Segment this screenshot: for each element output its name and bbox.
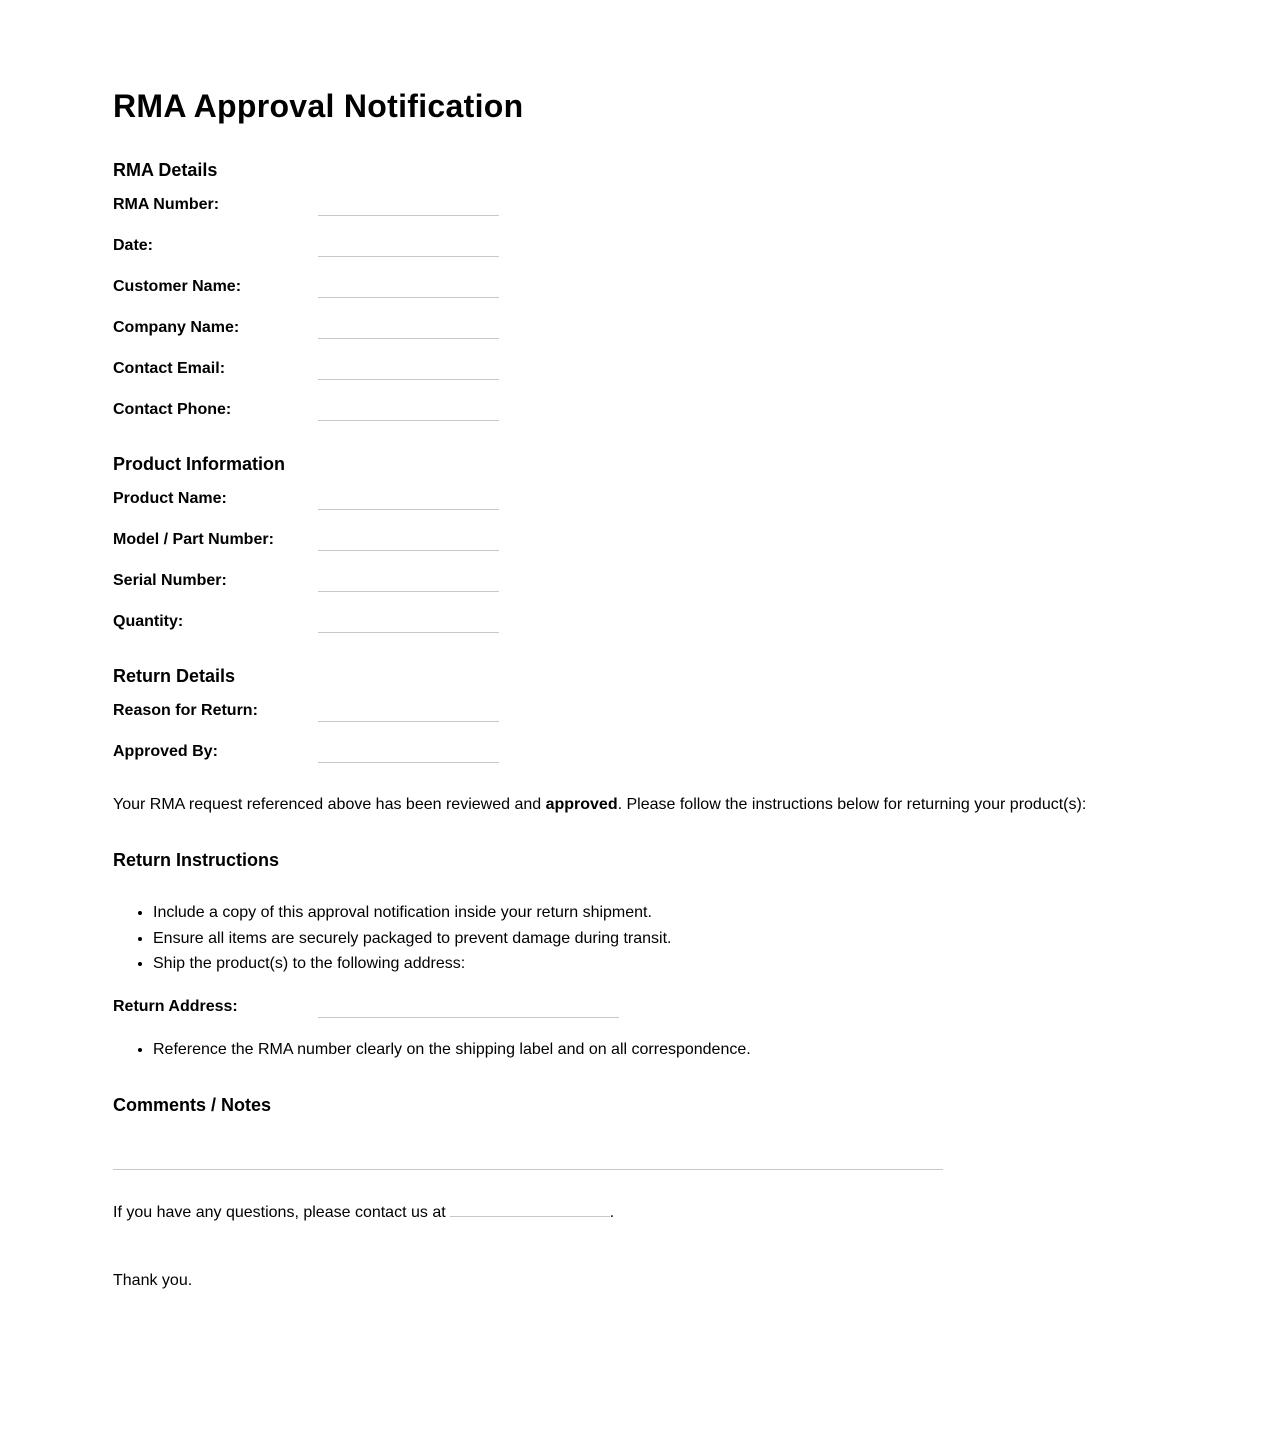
- final-instructions-list: [113, 1041, 751, 1067]
- list-item: • Reference the RMA number clearly on the shipping label and on all correspondence.: [153, 1041, 751, 1067]
- company-name-label: Company Name:: [113, 319, 240, 336]
- reason-for-return-label: Reason for Return:: [113, 702, 258, 719]
- return-address-label: Return Address:: [113, 998, 238, 1015]
- comments-field[interactable]: [113, 1169, 943, 1170]
- model-part-number-label: Model / Part Number:: [113, 531, 274, 548]
- approved-by-field[interactable]: [318, 762, 499, 763]
- contact-text: If you have any questions, please contact us at: [113, 1204, 446, 1221]
- return-address-row: [113, 996, 713, 1020]
- reason-for-return-field[interactable]: [318, 721, 499, 722]
- closing-text: Thank you.: [113, 1272, 193, 1289]
- list-item: • Include a copy of this approval notification inside your return shipment.: [153, 904, 672, 930]
- list-item: • Ensure all items are securely packaged to prevent damage during transit.: [153, 930, 672, 956]
- quantity-row: [113, 611, 713, 635]
- contact-suffix: .: [609, 1204, 615, 1221]
- approved-by-label: Approved By:: [113, 743, 218, 760]
- model-part-number-field[interactable]: [318, 550, 499, 551]
- approval-message-emphasis: approved: [545, 796, 618, 813]
- instructions-list: [113, 904, 672, 981]
- approval-message-before: Your RMA request referenced above has been reviewed and: [113, 796, 546, 813]
- rma-number-row: [113, 194, 713, 218]
- rma-details-heading: RMA Details: [113, 160, 218, 180]
- rma-number-label: RMA Number:: [113, 196, 220, 213]
- quantity-field[interactable]: [318, 632, 499, 633]
- product-information-heading: Product Information: [113, 454, 285, 474]
- return-details-heading: Return Details: [113, 666, 236, 686]
- customer-name-label: Customer Name:: [113, 278, 242, 295]
- rma-number-field[interactable]: [318, 215, 499, 216]
- comments-heading: Comments / Notes: [113, 1095, 272, 1115]
- contact-phone-label: Contact Phone:: [113, 401, 232, 418]
- approved-by-row: [113, 741, 713, 765]
- serial-number-field[interactable]: [318, 591, 499, 592]
- customer-name-field[interactable]: [318, 297, 499, 298]
- approval-message-after: . Please follow the instructions below for returning your product(s):: [617, 796, 1087, 813]
- model-part-number-row: [113, 529, 713, 553]
- contact-email-row: [113, 358, 713, 382]
- company-name-row: [113, 317, 713, 341]
- approval-message: [113, 796, 1086, 814]
- contact-paragraph: [113, 1202, 614, 1222]
- customer-name-row: [113, 276, 713, 300]
- product-name-label: Product Name:: [113, 490, 227, 507]
- serial-number-row: [113, 570, 713, 594]
- date-label: Date:: [113, 237, 154, 254]
- return-address-field[interactable]: [318, 1017, 619, 1018]
- contact-field[interactable]: [450, 1202, 610, 1217]
- product-name-row: [113, 488, 713, 512]
- quantity-label: Quantity:: [113, 613, 184, 630]
- contact-phone-field[interactable]: [318, 420, 499, 421]
- contact-email-label: Contact Email:: [113, 360, 226, 377]
- reason-for-return-row: [113, 700, 713, 724]
- product-name-field[interactable]: [318, 509, 499, 510]
- return-instructions-heading: Return Instructions: [113, 850, 280, 870]
- date-row: [113, 235, 713, 259]
- contact-email-field[interactable]: [318, 379, 499, 380]
- date-field[interactable]: [318, 256, 499, 257]
- list-item: • Ship the product(s) to the following address:: [153, 955, 672, 981]
- serial-number-label: Serial Number:: [113, 572, 227, 589]
- page-title: RMA Approval Notification: [113, 88, 524, 124]
- company-name-field[interactable]: [318, 338, 499, 339]
- contact-phone-row: [113, 399, 713, 423]
